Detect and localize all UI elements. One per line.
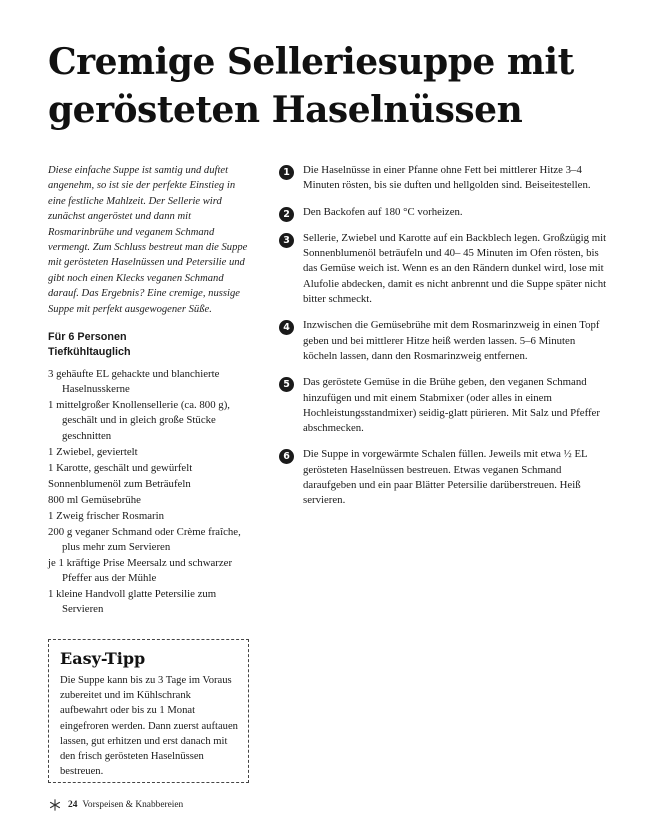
snowflake-icon <box>49 799 61 811</box>
page-number: 24 <box>68 800 78 810</box>
recipe-title: Cremige Selleriesuppe mit gerösteten Haselnüssen <box>48 41 574 131</box>
ingredient-item: Sonnenblumenöl zum Beträufeln <box>48 477 191 490</box>
ingredient-item: je 1 kräftige Prise Meersalz und schwarzer Pfeffer aus der Mühle <box>48 556 233 585</box>
step-number-badge: 3 <box>279 233 294 248</box>
step-number-badge: 5 <box>279 377 294 392</box>
step-item <box>279 205 611 220</box>
step-item <box>279 163 611 194</box>
step-item <box>279 231 611 307</box>
method-steps <box>279 163 611 520</box>
ingredient-item: 1 mittelgroßer Knollensellerie (ca. 800 g), geschält und in gleich große Stücke geschnitten <box>48 399 230 442</box>
ingredient-item: 1 Zweig frischer Rosmarin <box>48 509 165 522</box>
servings-info <box>48 330 248 360</box>
step-text: Inzwischen die Gemüsebrühe mit dem Rosmarinzweig in einen Topf geben und bei mittlerer Hitze heiß werden lassen. 5–6 Minuten köcheln lassen, dann den Rosmarinzweig entfernen. <box>303 319 600 362</box>
freezer-note: Tiefkühltauglich <box>48 346 131 358</box>
step-text: Das geröstete Gemüse in die Brühe geben, den veganen Schmand hinzufügen und mit einem Stabmixer (oder alles in einem Hochleistungsstandmixer) seidig-glatt pürieren. Mit Salz und Pfeffer abschmecken. <box>303 376 600 435</box>
step-number-badge: 2 <box>279 207 294 222</box>
ingredient-item: 1 Karotte, geschält und gewürfelt <box>48 461 193 474</box>
page-footer <box>49 798 183 812</box>
step-text: Sellerie, Zwiebel und Karotte auf ein Backblech legen. Großzügig mit Sonnenblumenöl beträufeln und 40– 45 Minuten im Ofen rösten, bis das Gemüse weich ist. Wenn es an den Rändern dunkel wird, lose mit Alufolie abdecken, damit es nicht anbrennt und die Suppe später nicht bitter schmeckt. <box>303 231 607 306</box>
ingredient-item: 1 kleine Handvoll glatte Petersilie zum Servieren <box>48 588 217 616</box>
ingredient-item: 3 gehäufte EL gehackte und blanchierte Haselnusskerne <box>48 368 220 396</box>
step-text: Die Haselnüsse in einer Pfanne ohne Fett bei mittlerer Hitze 3–4 Minuten rösten, bis sie duften und hellgolden sind. Beiseitestellen. <box>303 164 591 192</box>
step-item <box>279 318 611 364</box>
tip-title: Easy-Tipp <box>60 649 146 668</box>
step-item <box>279 375 611 436</box>
ingredient-list <box>48 367 253 618</box>
step-text: Die Suppe in vorgewärmte Schalen füllen. Jeweils mit etwa ½ EL gerösteten Haselnüssen bestreuen. Etwas veganen Schmand daraufgeben und ein paar Blätter Petersilie darüberstreuen. Heiß servieren. <box>303 448 588 507</box>
step-number-badge: 6 <box>279 449 294 464</box>
step-number-badge: 1 <box>279 165 294 180</box>
ingredient-item: 200 g veganer Schmand oder Crème fraîche, plus mehr zum Servieren <box>48 525 241 553</box>
section-name: Vorspeisen & Knabbereien <box>82 800 184 810</box>
step-number-badge: 4 <box>279 320 294 335</box>
servings-count: Für 6 Personen <box>48 331 127 343</box>
tip-box <box>48 639 249 783</box>
ingredient-item: 1 Zwiebel, geviertelt <box>48 445 138 458</box>
step-item <box>279 447 611 508</box>
recipe-intro: Diese einfache Suppe ist samtig und duftet angenehm, so ist sie der perfekte Einstieg in eine festliche Mahlzeit. Der Sellerie wird zunächst angeröstet und dann mit Rosmarinbrühe und veganem Schmand vermengt. Zum Schluss bestreut man die Suppe mit gerösteten Haselnüssen und Petersilie und gibt noch einen Klecks veganen Schmand darauf. Das Ergebnis? Eine cremige, nussige Suppe mit perfekt ausgewogener Süße. <box>48 165 248 315</box>
step-text: Den Backofen auf 180 °C vorheizen. <box>303 205 463 218</box>
ingredient-item: 800 ml Gemüsebrühe <box>48 493 141 506</box>
tip-text: Die Suppe kann bis zu 3 Tage im Voraus zubereitet und im Kühlschrank aufbewahrt oder bis zu 1 Monat eingefroren werden. Dann zuerst auftauen lassen, gut erhitzen und erst danach mit den frisch gerösteten Haselnüssen bestreuen. <box>60 675 238 778</box>
